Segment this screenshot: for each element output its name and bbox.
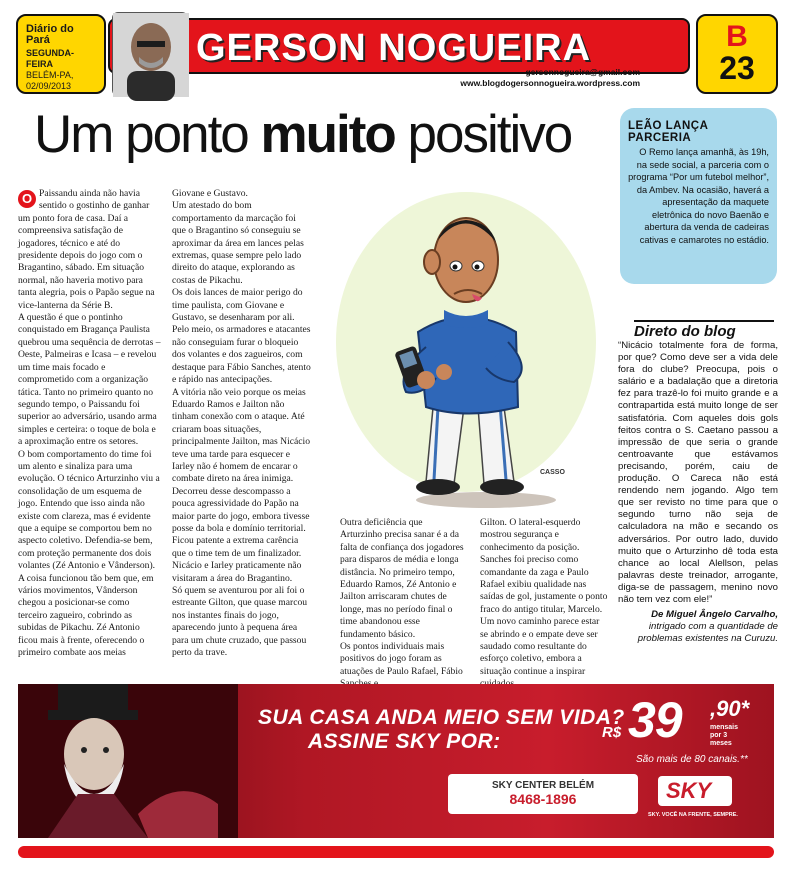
paragraph: A vitória não veio porque os meias Eduardo Ramos e Jailton não tinham conexão com o ataque. Até criaram boas situações, principalmente Jailton, mas Nicácio teve uma tarde para esquecer e Iarley não é homem de encarar o combate direto na área inimiga. [172, 386, 310, 485]
paragraph: Paissandu ainda não havia sentido o gostinho de ganhar um ponto fora de casa. Daí a compreensiva satisfação de jogadores, técnico e até do presidente depois do jogo com o Bragantino, sábado. Em situação normal, não haveria motivo para tanta alegria, pois o Papão segue na vice-lanterna da Série B. [18, 188, 155, 311]
ad-headline: SUA CASA ANDA MEIO SEM VIDA? [258, 706, 625, 729]
columnist-name: GERSON NOGUEIRA [196, 27, 592, 69]
sky-logo-text: SKY [666, 778, 712, 803]
headline [34, 104, 614, 166]
paragraph: Gilton. O lateral-esquerdo mostrou segurança e conhecimento da posição. Sanches foi preciso como comandante da zaga e Paulo Rafael exibiu qualidade nas saídas de gol, justamente o ponto fraco do antigo titular, Marcelo. [480, 517, 608, 615]
blog-section [618, 340, 778, 670]
page-number-box [696, 14, 778, 94]
price-integer: 39 [628, 692, 682, 748]
section-letter: B [726, 20, 748, 53]
dropcap: O [18, 190, 36, 208]
ad-character-illustration [18, 684, 238, 838]
weekday: SEGUNDA-FEIRA [26, 48, 75, 69]
paragraph: Os dois lances de maior perigo do time paulista, com Giovane e Gustavo, se desenharam por ali. Pelo meio, os armadores e atacantes não conseguiam furar o bloqueio dos volantes e dos zagueiros, com destaque para Fábio Sanches, atento e rápido nas antecipações. [172, 287, 311, 386]
sky-logo [658, 776, 732, 806]
contact-info [460, 67, 640, 89]
article-column-3 [340, 517, 466, 677]
date-box [16, 14, 106, 94]
article-column-2 [172, 188, 312, 678]
headline-part-2: positivo [394, 105, 572, 164]
paragraph: Um atestado do bom comportamento da marcação foi que o Bragantino só conseguiu se aproximar da área em lances pelas extremas, quase sempre pelo lado direito do ataque, explorando as costas de Pikachu. [172, 200, 304, 286]
website-link[interactable]: www.blogdogersonnogueira.wordpress.com [460, 78, 640, 88]
paragraph: Decorreu desse descompasso a pouca agressividade do Papão na maior parte do jogo, embora tivesse posse da bola e domínio territorial. Ficou patente a extrema carência que o time tem de um finalizador. Nicácio e Iarley praticamente não visitaram a área do Bragantino. [172, 485, 310, 584]
price-currency: R$ [602, 724, 622, 741]
ad-store-box[interactable] [448, 774, 638, 814]
paragraph: O bom comportamento do time foi um alento e sinaliza para uma evolução. O técnico Arturzinho viu a consolidação de um esquema de jogo. Entendo que isso ainda não existe com clareza, mas é evidente que a equipe se comportou bem no aspecto coletivo. Defendia-se bem, com proteção permanente dos dois volantes (Zé Antonio e Vânderson). [18, 448, 160, 572]
store-name: SKY CENTER BELÉM [491, 780, 595, 791]
paragraph: Um novo caminho parece estar se abrindo e o empate deve ser saudado como resultante do esforço coletivo, embora a situação continue a inspirar [480, 616, 600, 677]
blog-section-title: Direto do blog [634, 320, 774, 340]
paragraph: Giovane e Gustavo. [172, 188, 248, 199]
email-link[interactable]: gersonnogueira@gmail.com [525, 67, 640, 77]
blog-signature [618, 609, 778, 645]
paragraph: Só quem se aventurou por ali foi o estreante Gilton, que quase marcou nos instantes finais do jogo, aparecendo junto à pequena área para um chute cruzado, que passou perto da trave. [172, 585, 308, 659]
paragraph: Os pontos individuais mais positivos do jogo foram as atuações de Paulo Rafael, Fábio [340, 641, 463, 677]
price-decimal: ,90* [710, 696, 750, 721]
sidebar-title: LEÃO LANÇA PARCERIA [628, 120, 708, 144]
article-column-1 [18, 188, 161, 678]
paragraph: Outra deficiência que Arturzinho precisa sanar é a da falta de confiança dos jogadores para disparos de média e longa distância. No primeiro tempo, Eduardo Ramos, Zé Antonio e Jailton arriscaram chutes de longe, mas no período final o time abandonou esse fundamento básico. [340, 517, 464, 640]
newspaper-name: Diário do Pará [26, 23, 74, 46]
sidebar-body: O Remo lança amanhã, às 19h, na sede social, a parceria com o programa “Por um futebol melhor”, da Ambev. Na ocasião, haverá a apresentação da maquete eletrônica do novo Baenão e abertura da venda de cadeiras cativas e camarotes no estádio. [628, 147, 769, 245]
ad-channels: São mais de 80 canais.** [636, 754, 748, 765]
article-column-4 [480, 517, 608, 677]
page-number: 23 [719, 50, 755, 86]
price-period: mensais por 3 meses [710, 724, 739, 747]
headline-part-1: Um ponto [34, 105, 261, 164]
paragraph: A coisa funcionou tão bem que, em vários movimentos, Vânderson chegou a posicionar-se como terceiro zagueiro, cobrindo as subidas de Pikachu. Zé Antonio ficou mais à frente, oferecendo o primeiro combate aos meias [18, 572, 154, 659]
columnist-portrait [112, 12, 188, 96]
headline-bold: muito [260, 105, 395, 164]
paragraph: A questão é que o pontinho conquistado em Bragança Paulista quebrou uma sequência de derrotas – Oeste, Palmeiras e Icasa – e revelou um time mais focado e comprometido com a organização tática. Tanto no primeiro quanto no segundo tempo, o Paissandu foi superior ao adversário, usando arma simples e certeira: o toque de bola e a aproximação entre os setores. [18, 312, 161, 448]
city: BELÉM-PA, [26, 70, 74, 80]
blog-author-note: intrigado com a quantidade de problemas existentes na Curuzu. [637, 621, 778, 645]
store-phone[interactable]: 8468-1896 [509, 791, 577, 807]
cartoon-signature: CASSO [540, 469, 565, 476]
date: 02/09/2013 [26, 81, 72, 91]
ad-subheadline: ASSINE SKY POR: [308, 730, 501, 753]
footer-bar [18, 846, 774, 858]
sidebar-box [620, 108, 777, 284]
blog-comment: “Nicácio totalmente fora de forma, por que? Como deve ser a vida dele fora do clube? Preocupa, pois o salário e a badalação que a diretoria fez para trazê-lo foi muito grande e a contrapartida está muito longe de ser satisfatória. Com aqueles dois gols feitos contra o S. Caetano passou a impressão de que seria o grande centroavante que estávamos precisando, porém, caiu de produção. O Careca não está rendendo nem jogando. Algo tem que ser revisto no time para que o segundo turno não seja de calculadora na mão e secando os adversários. Por outro lado, duvido muito que o Arturzinho dê toda esta chance ao local Alellson, pelas palavras deste treinador, arrogante, diga-se de passagem, menino novo não tem vez com ele!” [618, 340, 778, 605]
cartoon-illustration [326, 182, 616, 512]
blog-author: De Miguel Ângelo Carvalho, [651, 609, 778, 621]
ad-slogan: SKY. VOCÊ NA FRENTE, SEMPRE. [648, 812, 738, 818]
sky-advertisement[interactable] [18, 684, 774, 838]
